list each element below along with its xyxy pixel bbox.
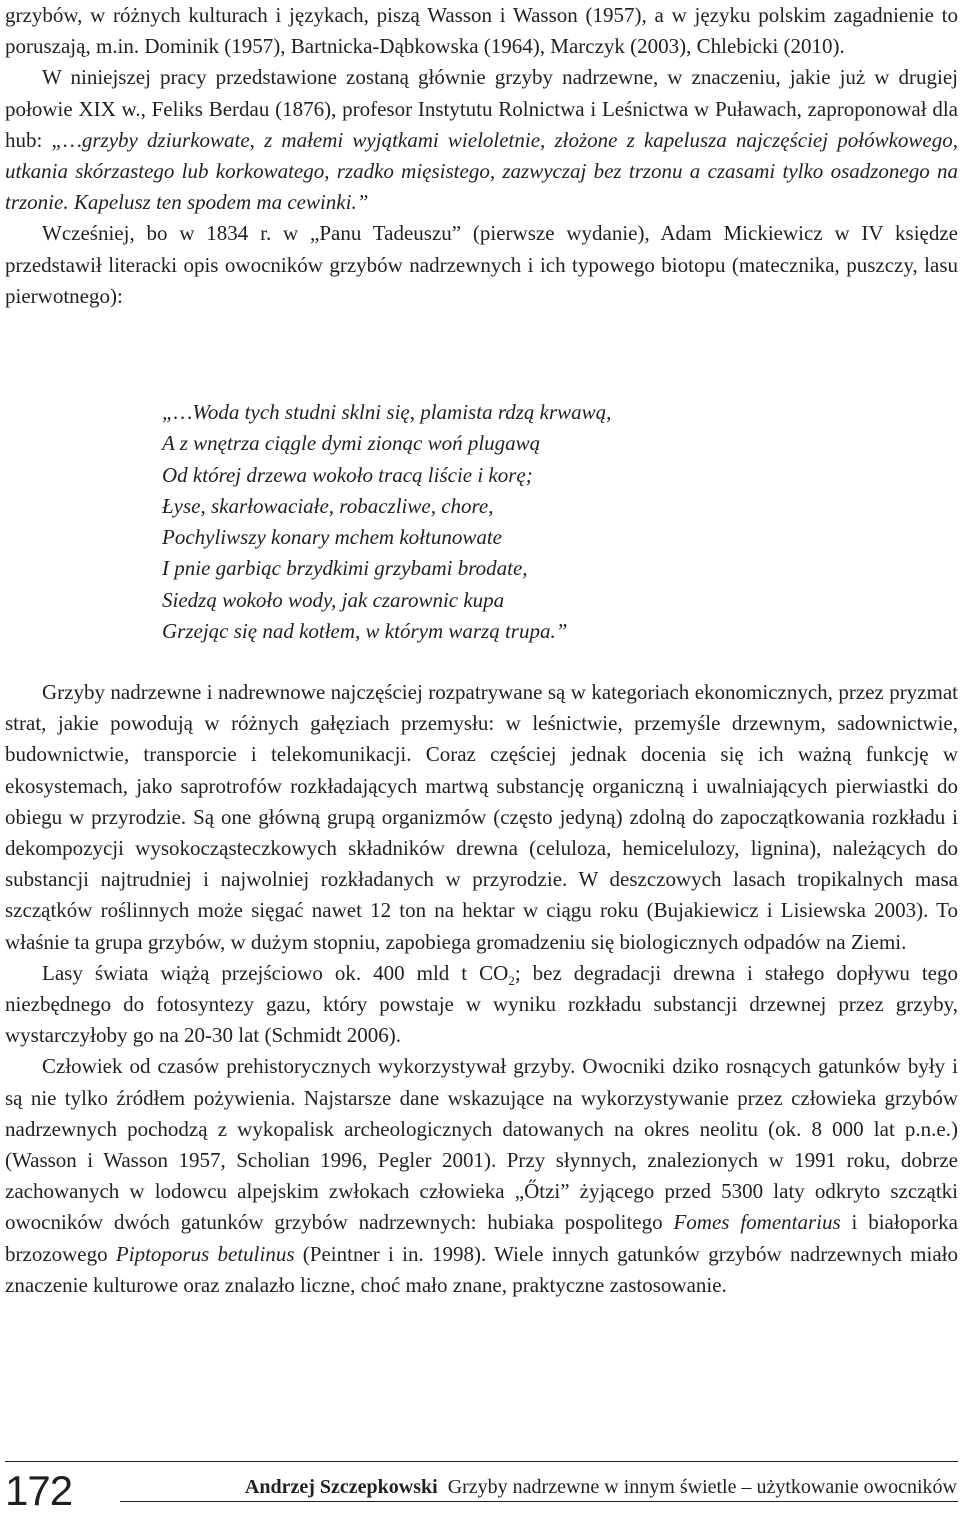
poem-verse: Pochyliwszy konary mchem kołtunowate xyxy=(162,525,502,550)
body-text-bottom xyxy=(5,677,958,1301)
footer-rule xyxy=(5,1461,958,1462)
paragraph xyxy=(5,62,958,218)
paragraph-text: Lasy świata wiążą przejściowo ok. 400 mld t CO xyxy=(42,960,509,985)
poem-verse: Łyse, skarłowaciałe, robaczliwe, chore, xyxy=(162,493,494,518)
poem-verse: Siedzą wokoło wody, jak czarownic kupa xyxy=(162,587,505,612)
paragraph-text: grzybów, w różnych kulturach i językach, piszą Wasson i Wasson (1957), a w języku polskim zagadnienie to poruszają, m.in. Dominik (1957), Bartnicka-Dąbkowska (1964), Marczyk (2003), Chlebicki (2010). xyxy=(5,3,958,59)
footer-title: Grzyby nadrzewne w innym świetle – użytkowanie owocników xyxy=(447,1476,957,1498)
page-number: 172 xyxy=(5,1467,73,1514)
footer-author: Andrzej Szczepkowski xyxy=(244,1476,438,1498)
paragraph xyxy=(5,218,958,312)
poem-verse: Od której drzewa wokoło tracą liście i korę; xyxy=(162,462,533,487)
footer-underline xyxy=(120,1501,958,1502)
species-name: Fomes fomentarius xyxy=(673,1210,841,1235)
paragraph xyxy=(5,677,958,958)
paragraph-text: W niniejszej pracy przedstawione zostaną głównie grzyby nadrzewne, w znaczeniu, jakie już w drugiej połowie XIX w., Feliks Berdau (1876), profesor Instytutu Rolnictwa i Leśnictwa w Puławach, zaproponował dla hub: xyxy=(5,65,958,152)
paragraph xyxy=(5,0,958,62)
paragraph-text: Człowiek od czasów prehistorycznych wykorzystywał grzyby. Owocniki dziko rosnących gatunków były i są nie tylko źródłem pożywienia. Najstarsze dane wskazujące na wykorzystywanie przez człowieka grzybów nadrzewnych pochodzą z wykopalisk archeologicznych datowanych na okres neolitu (ok. 8 000 lat p.n.e.) (Wasson i Wasson 1957, Scholian 1996, Pegler 2001). Przy słynnych, znalezionych w 1991 roku, dobrze zachowanych w lodowcu alpejskim zwłokach człowieka „Őtzi” żyjącego przed 5300 laty odkryto szczątki owocników dwóch gatunków grzybów nadrzewnych: hubiaka pospolitego xyxy=(5,1054,958,1235)
poem-verse: „…Woda tych studni sklni się, plamista rdzą krwawą, xyxy=(162,400,612,424)
poem-verse: A z wnętrza ciągle dymi zionąc woń plugawą xyxy=(162,431,541,456)
running-footer xyxy=(245,1474,957,1500)
poem-verse: I pnie garbiąc brzydkimi grzybami brodate, xyxy=(162,556,528,581)
quotation-italic: „…grzyby dziurkowate, z małemi wyjątkami wieloletnie, złożone z kapelusza najczęściej połówkowego, utkania skórzastego lub korkowatego, rzadko mięsistego, zazwyczaj bez trzonu a czasami tylko osadzonego na trzonie. Kapelusz ten spodem ma cewinki.” xyxy=(5,127,958,215)
paragraph xyxy=(5,958,958,1052)
paragraph-text: Grzyby nadrzewne i nadrewnowe najczęściej rozpatrywane są w kategoriach ekonomicznych, przez pryzmat strat, jakie powodują w różnych gałęziach przemysłu: w leśnictwie, przemyśle drzewnym, sadownictwie, budownictwie, transporcie i telekomunikacji. Coraz częściej jednak docenia się ich ważną funkcję w ekosystemach, jako saprotrofów rozkładających martwą substancję organiczną i uwalniających pierwiastki do obiegu w przyrodzie. Są one główną grupą organizmów (często jedyną) zdolną do zapoczątkowania rozkładu i dekompozycji wysokocząsteczkowych składników drewna (celuloza, hemicelulozy, lignina), należących do substancji najtrudniej i najwolniej rozkładanych w przyrodzie. W deszczowych lasach tropikalnych masa szczątków roślinnych może sięgać nawet 12 ton na hektar w ciągu roku (Bujakiewicz i Lisiewska 2003). To właśnie ta grupa grzybów, w dużym stopniu, zapobiega gromadzeniu się biologicznych odpadów na Ziemi. xyxy=(5,680,958,954)
paragraph-text: i białoporka brzozowego xyxy=(5,1210,958,1266)
paragraph-text: ; bez degradacji drewna i stałego dopływu tego niezbędnego do fotosyntezy gazu, który powstaje w wyniku rozkładu substancji drzewnej przez grzyby, wystarczyłoby go na 20-30 lat (Schmidt 2006). xyxy=(5,960,958,1048)
species-name: Piptoporus betulinus xyxy=(115,1241,295,1266)
poem-quotation xyxy=(162,397,862,647)
paragraph-text: (Peintner i in. 1998). Wiele innych gatunków grzybów nadrzewnych miało znaczenie kulturowe oraz znalazło liczne, choć mało znane, praktyczne zastosowanie. xyxy=(5,1241,958,1297)
subscript: 2 xyxy=(508,972,515,988)
paragraph xyxy=(5,1051,958,1301)
paragraph-text: Wcześniej, bo w 1834 r. w „Panu Tadeuszu” (pierwsze wydanie), Adam Mickiewicz w IV księdze przedstawił literacki opis owocników grzybów nadrzewnych i ich typowego biotopu (matecznika, puszczy, lasu pierwotnego): xyxy=(5,221,958,308)
body-text-top xyxy=(5,0,958,312)
poem-verse: Grzejąc się nad kotłem, w którym warzą trupa.” xyxy=(162,619,568,644)
